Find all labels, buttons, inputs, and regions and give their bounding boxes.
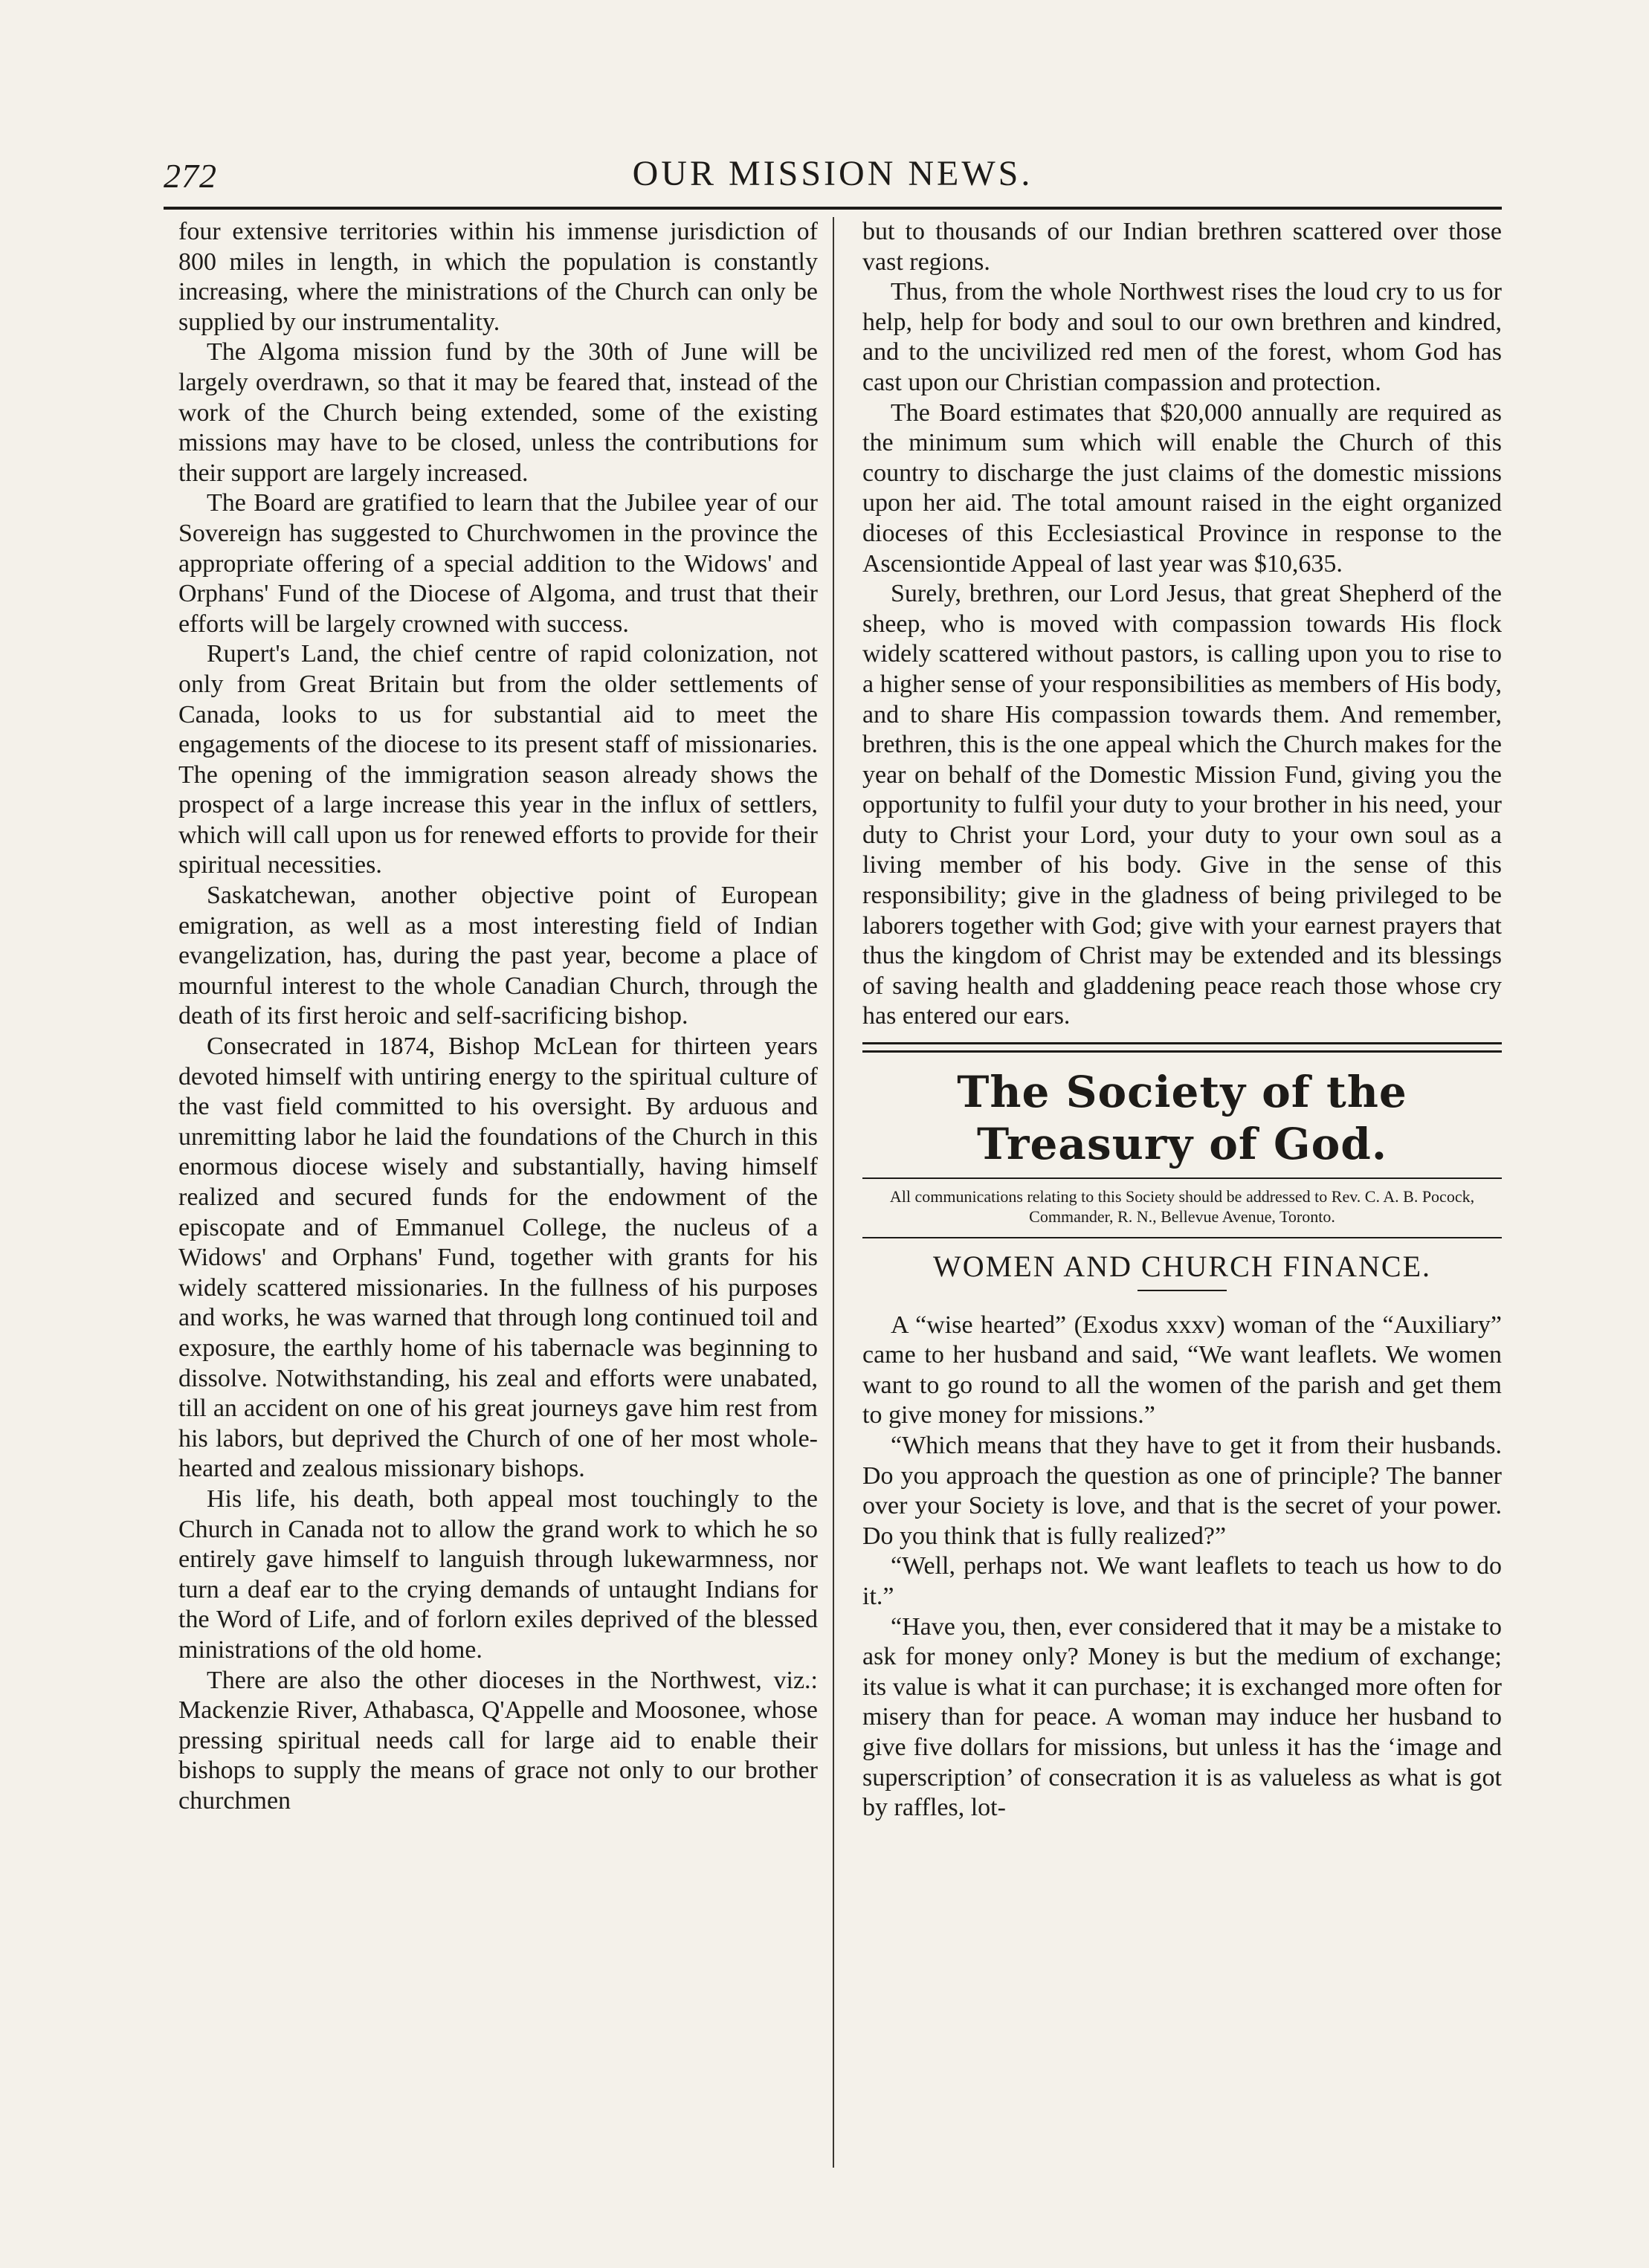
notice-rule	[862, 1237, 1502, 1238]
paragraph: Saskatchewan, another objective point of European emigration, as well as a most interesting field of Indian evangelization, has, during the past year, become a place of mournful interest to the whole Canadian Church, through the death of its first heroic and self-sacrificing bishop.	[178, 882, 818, 1030]
paragraph: The Board are gratified to learn that the Jubilee year of our Sovereign has suggested to Churchwomen in the province the appropriate offering of a special addition to the Widows' and Orphans' Fund of the Diocese of Algoma, and trust that their efforts will be largely crowned with success.	[178, 489, 818, 638]
column-divider	[833, 217, 834, 2168]
paragraph: “Have you, then, ever considered that it may be a mistake to ask for money only? Money is but the medium of exchange; its value is what it can purchase; it is exchanged more often for misery than for peace. A woman may induce her husband to give five dollars for missions, but unless it has the ‘image and superscription’ of consecration it is as valueless as what is got by raffles, lot-	[862, 1612, 1502, 1822]
society-notice: All communications relating to this Society should be addressed to Rev. C. A. B. Pocock, Commander, R. N., Bellevue Avenue, Toronto.	[889, 1187, 1475, 1227]
paragraph: Rupert's Land, the chief centre of rapid colonization, not only from Great Britain but from the older settlements of Canada, looks to us for substantial aid to meet the engagements of the diocese to its present staff of missionaries. The opening of the immigration season already shows the prospect of a large increase this year in the influx of settlers, which will call upon us for renewed efforts to provide for their spiritual necessities.	[178, 640, 818, 879]
paragraph: His life, his death, both appeal most touchingly to the Church in Canada not to allow the grand work to which he so entirely gave himself to languish through lukewarmness, nor turn a deaf ear to the crying demands of untaught Indians for the Word of Life, and of forlorn exiles deprived of the blessed ministrations of the old home.	[178, 1484, 818, 1664]
paragraph: four extensive territories within his immense jurisdiction of 800 miles in length, in which the population is constantly increasing, where the ministrations of the Church can only be supplied by our instrumentality.	[178, 218, 818, 336]
paragraph: Surely, brethren, our Lord Jesus, that great Shepherd of the sheep, who is moved with compassion towards His flock widely scattered without pastors, is calling upon you to rise to a higher sense of your responsibilities as members of His body, and to share His compassion towards them. And remember, brethren, this is the one appeal which the Church makes for the year on behalf of the Domestic Mission Fund, giving you the opportunity to fulfil your duty to your brother in his need, your duty to Christ your Lord, your duty to your own soul as a living member of his body. Give in the sense of this responsibility; give in the gladness of being privileged to be laborers together with God; give with your earnest prayers that thus the kingdom of Christ may be extended and its blessings of saving health and gladdening peace reach those whose cry has entered our ears.	[862, 580, 1502, 1030]
paragraph: The Board estimates that $20,000 annually are required as the minimum sum which will enable the Church of this country to discharge the just claims of the domestic missions upon her aid. The total amount raised in the eight organized dioceses of this Ecclesiastical Province in response to the Ascensiontide Appeal of last year was $10,635.	[862, 398, 1502, 578]
title-rule	[862, 1177, 1502, 1179]
section-heading: WOMEN AND CHURCH FINANCE.	[932, 1250, 1432, 1284]
paragraph: Consecrated in 1874, Bishop McLean for thirteen years devoted himself with untiring energy to the spiritual culture of the vast field committed to his oversight. By arduous and unremitting labor he laid the foundations of the Church in this enormous diocese wisely and substantially, having himself realized and secured funds for the endowment of the episcopate and of Emmanuel College, the nucleus of a Widows' and Orphans' Fund, together with grants for his widely scattered missionaries. In the fullness of his purposes and works, he was warned that through long continued toil and exposure, the earthly home of his tabernacle was beginning to dissolve. Notwithstanding, his zeal and efforts were unabated, till an accident on one of his great journeys gave him rest from his labors, but deprived the Church of one of her most whole-hearted and zealous missionary bishops.	[178, 1033, 818, 1483]
page-header	[164, 149, 1502, 208]
page	[164, 149, 1502, 2185]
paragraph: “Which means that they have to get it from their husbands. Do you approach the question as one of principle? The banner over your Society is love, and that is the secret of your power. Do you think that is fully realized?”	[862, 1432, 1502, 1550]
section-double-rule	[862, 1042, 1502, 1053]
page-number: 272	[164, 157, 217, 195]
left-column	[178, 217, 818, 2185]
heading-rule	[1137, 1290, 1227, 1291]
header-rule	[164, 207, 1502, 210]
paragraph: There are also the other dioceses in the Northwest, viz.: Mackenzie River, Athabasca, Q'Appelle and Moosonee, whose pressing spiritual needs call for large aid to enable their bishops to supply the means of grace not only to our brother churchmen	[178, 1666, 818, 1815]
paragraph: Thus, from the whole Northwest rises the loud cry to us for help, help for body and soul to our own brethren and kindred, and to the uncivilized red men of the forest, whom God has cast upon our Christian compassion and protection.	[862, 278, 1502, 396]
paragraph: but to thousands of our Indian brethren scattered over those vast regions.	[862, 218, 1502, 276]
society-title: The Society of the Treasury of God.	[957, 1067, 1407, 1170]
right-column	[862, 217, 1502, 2185]
paragraph: The Algoma mission fund by the 30th of June will be largely overdrawn, so that it may be feared that, instead of the work of the Church being extended, some of the existing missions may have to be closed, unless the contributions for their support are largely increased.	[178, 338, 818, 487]
columns	[164, 217, 1502, 2185]
running-title: OUR MISSION NEWS.	[632, 154, 1033, 193]
paragraph: A “wise hearted” (Exodus xxxv) woman of the “Auxiliary” came to her husband and said, “We want leaflets. We women want to go round to all the women of the parish and get them to give money for missions.”	[862, 1311, 1502, 1429]
paragraph: “Well, perhaps not. We want leaflets to teach us how to do it.”	[862, 1552, 1502, 1610]
